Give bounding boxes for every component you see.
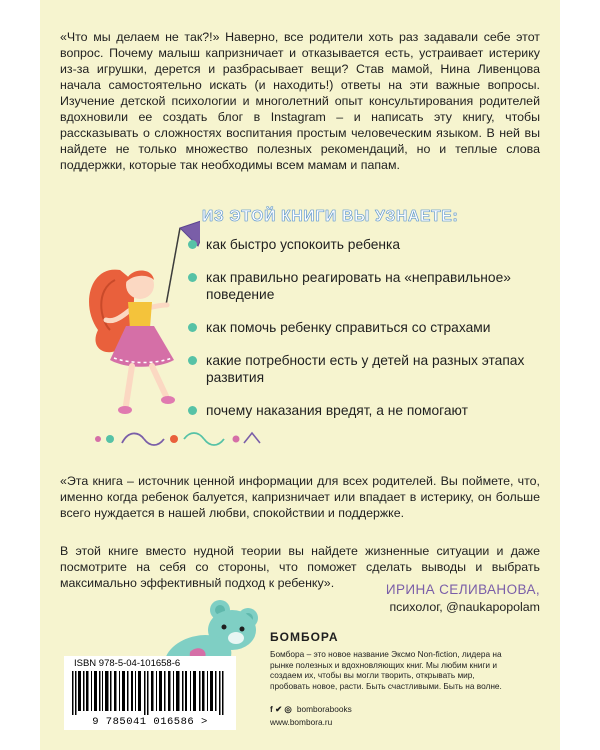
bullet-icon — [188, 240, 197, 249]
learn-list — [188, 236, 538, 419]
learn-item: как помочь ребенку справиться со страхами — [188, 319, 538, 336]
bullet-icon — [188, 273, 197, 282]
social-icons: f ✔ ◎ — [270, 704, 292, 714]
bullet-icon — [188, 356, 197, 365]
publisher-description: Бомбора – это новое название Эксмо Non-fiction, лидера на рынке полезных и вдохновляющих книг. Мы любим книги и создаем их, чтобы вы могли творить, открывать мир, пробовать новое, расти. Быть счастливыми. Быть на волне. — [270, 649, 502, 691]
barcode — [64, 656, 236, 730]
book-back-cover — [40, 0, 560, 750]
publisher-logo: БОМБОРА — [270, 630, 339, 644]
learn-item: как быстро успокоить ребенка — [188, 236, 538, 253]
social-links[interactable] — [270, 704, 352, 714]
author-title: психолог, @naukapopolam — [389, 600, 540, 614]
website-link[interactable]: www.bombora.ru — [270, 717, 333, 727]
barcode-number: 9 785041 016586 > — [92, 716, 208, 728]
social-handle[interactable]: bomborabooks — [296, 704, 352, 714]
ornament-swirls-icon — [92, 425, 272, 453]
learn-item: как правильно реагировать на «неправильное» поведение — [188, 269, 538, 303]
learn-heading: ИЗ ЭТОЙ КНИГИ ВЫ УЗНАЕТЕ: — [202, 208, 459, 225]
learn-item: почему наказания вредят, а не помогают — [188, 402, 538, 419]
quote-paragraph-1: «Эта книга – источник ценной информации для всех родителей. Вы поймете, что, именно когда ребенок балуется, капризничает или впадает в истерику, он больше всего нуждается в нашей любви, спокойствии и поддержке. — [60, 474, 540, 521]
bullet-icon — [188, 323, 197, 332]
bullet-icon — [188, 406, 197, 415]
author-name: ИРИНА СЕЛИВАНОВА, — [385, 582, 540, 597]
isbn-text: ISBN 978-5-04-101658-6 — [74, 658, 181, 669]
girl-with-net-illustration — [70, 210, 200, 425]
quote-paragraph-2: В этой книге вместо нудной теории вы найдете жизненные ситуации и даже посмотрите на себя со стороны, что поможет сделать выводы и выбрать максимально эффективный подход к ребенку». — [60, 544, 540, 591]
barcode-icon — [72, 671, 228, 715]
intro-paragraph: «Что мы делаем не так?!» Наверно, все родители хоть раз задавали себе этот вопрос. Почему малыш капризничает и отказывается есть, устраивает истерику из-за игрушки, дерется и разбрасывает вещи? Став мамой, Нина Ливенцова начала самостоятельно искать (и находить!) ответы на эти важные вопросы. Изучение детской психологии и многолетний опыт консультирования родителей вдохновили ее создать блог в Instagram – и написать эту книгу, чтобы рассказывать о сложностях воспитания простым человеческим языком. В ней вы найдете не только множество полезных рекомендаций, но и теплые слова поддержки, которые так необходимы всем мамам и папам. — [60, 30, 540, 172]
learn-item: какие потребности есть у детей на разных этапах развития — [188, 352, 538, 386]
